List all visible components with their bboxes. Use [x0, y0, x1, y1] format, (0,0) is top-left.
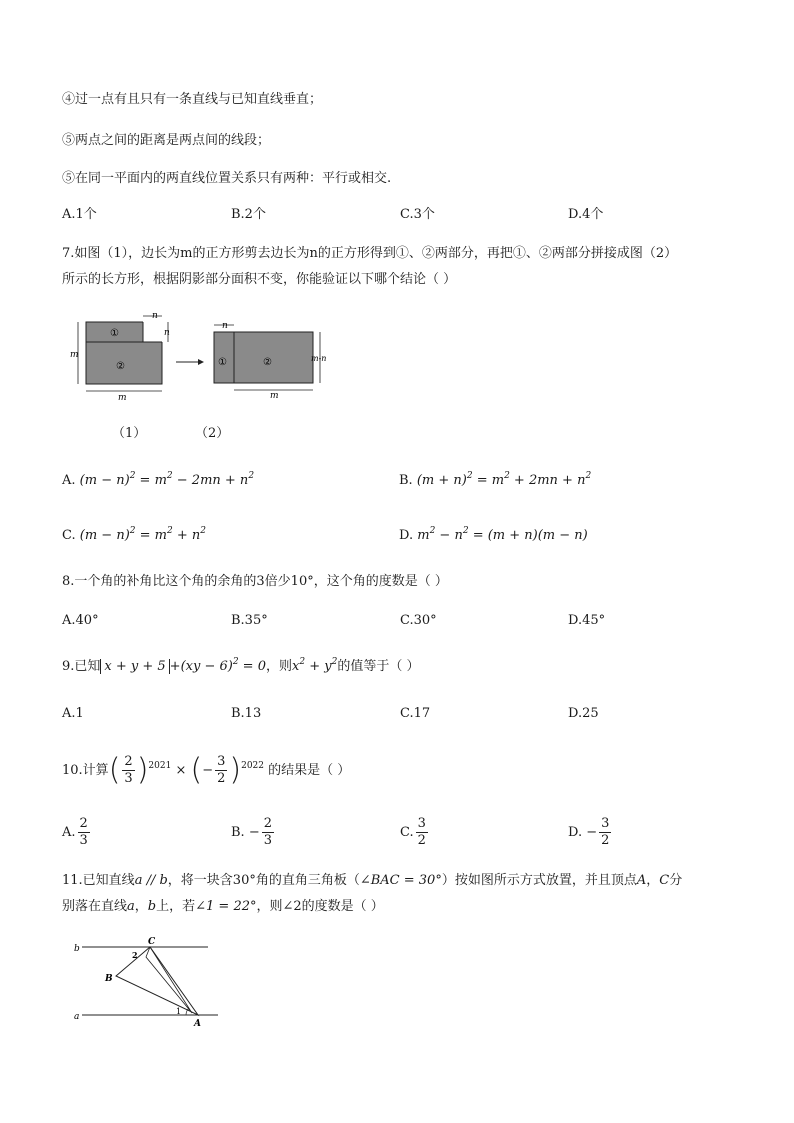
q9-stem: 9.已知 x + y + 5 +(xy − 6)$^2$ = 0，则$x^2 + y^2$的值等于（ ）	[62, 657, 420, 674]
fig2-label-n: n	[222, 321, 228, 331]
vertex-b-label: B	[105, 974, 113, 984]
q8-option-b[interactable]: B.35°	[231, 613, 268, 628]
q6-option-d[interactable]: D.4个	[568, 207, 604, 222]
q6-option-a[interactable]: A.1个	[62, 207, 97, 222]
q7-option-b[interactable]: B. $(m + n)^2 = m^2 + 2mn + n^2$	[399, 471, 592, 488]
statement-5a: ⑤两点之间的距离是两点间的线段；	[62, 133, 271, 148]
fig1-label-m-bottom: m	[118, 393, 127, 403]
fig2-label-m-n: m-n	[311, 354, 327, 363]
fig2-label-m: m	[270, 391, 279, 401]
q7-figure-1	[70, 311, 170, 403]
q9-option-b[interactable]: B.13	[231, 706, 262, 721]
q9-option-a[interactable]: A.1	[62, 706, 84, 721]
q8-option-c[interactable]: C.30°	[400, 613, 437, 628]
q10-option-b[interactable]: B. − $\frac{2}{3}$	[231, 816, 272, 848]
q6-option-c[interactable]: C.3个	[400, 207, 435, 222]
fig2-region-2: ②	[263, 357, 272, 368]
arrow-icon	[176, 359, 204, 365]
q10-exponent-1: 2021	[148, 761, 172, 771]
fig2-caption: （2）	[195, 426, 230, 441]
line-b-label: b	[74, 944, 80, 954]
fig2-region-1: ①	[218, 357, 227, 368]
line-a-label: a	[74, 1012, 80, 1022]
fig1-caption: （1）	[112, 426, 147, 441]
vertex-a-label: A	[194, 1019, 201, 1029]
q7-figure	[68, 310, 338, 410]
q10-option-c[interactable]: C. $\frac{3}{2}$	[400, 816, 426, 848]
q9-option-c[interactable]: C.17	[400, 706, 431, 721]
angle-1-label: 1	[176, 1007, 182, 1016]
q8-option-d[interactable]: D.45°	[568, 613, 606, 628]
fig1-region-2: ②	[116, 361, 125, 372]
q11-figure	[68, 935, 228, 1035]
statement-4: ④过一点有且只有一条直线与已知直线垂直；	[62, 92, 323, 107]
q9-option-d[interactable]: D.25	[568, 706, 599, 721]
q11-stem-line2: 别落在直线a，b上，若∠1 = 22°，则∠2的度数是（ ）	[62, 899, 384, 914]
q8-option-a[interactable]: A.40°	[62, 613, 99, 628]
vertex-c-label: C	[148, 937, 156, 947]
q10-option-d[interactable]: D. − $\frac{3}{2}$	[568, 816, 610, 848]
q8-stem: 8.一个角的补角比这个角的余角的3倍少10°，这个角的度数是（ ）	[62, 574, 448, 589]
q10-exponent-2: 2022	[241, 761, 265, 771]
statement-5b: ⑤在同一平面内的两直线位置关系只有两种：平行或相交.	[62, 171, 392, 186]
angle-2-label: 2	[132, 950, 138, 960]
q7-option-a[interactable]: A. $(m - n)^2 = m^2 - 2mn + n^2$	[62, 471, 255, 488]
fig1-region-1: ①	[110, 328, 119, 339]
q6-option-b[interactable]: B.2个	[231, 207, 266, 222]
q7-stem-line1: 7.如图（1），边长为m的正方形剪去边长为n的正方形得到①、②两部分，再把①、②两部分拼接成图（2）	[62, 246, 678, 261]
q7-option-c[interactable]: C. $(m - n)^2 = m^2 + n^2$	[62, 526, 206, 543]
fig1-label-m-side: m	[70, 350, 79, 360]
q10-option-a[interactable]: A. $\frac{2}{3}$	[62, 816, 88, 848]
q7-option-d[interactable]: D. $m^2 - n^2 = (m + n)(m - n)$	[399, 526, 588, 543]
q7-figure-2	[214, 321, 326, 401]
fig1-label-n-side: n	[164, 328, 170, 338]
fig1-label-n-top: n	[152, 311, 158, 321]
q11-stem-line1: 11.已知直线a // b，将一块含30°角的直角三角板（∠BAC = 30°）按如图所示方式放置，并且顶点A，C分	[62, 873, 683, 888]
q10-stem: 10.计算( $\frac{2}{3}$ )$^{2021}$ × (− $\frac{3}{2}$ )$^{2022}$ 的结果是（ ）	[62, 752, 351, 788]
q7-stem-line2: 所示的长方形，根据阴影部分面积不变，你能验证以下哪个结论（ ）	[62, 272, 457, 287]
